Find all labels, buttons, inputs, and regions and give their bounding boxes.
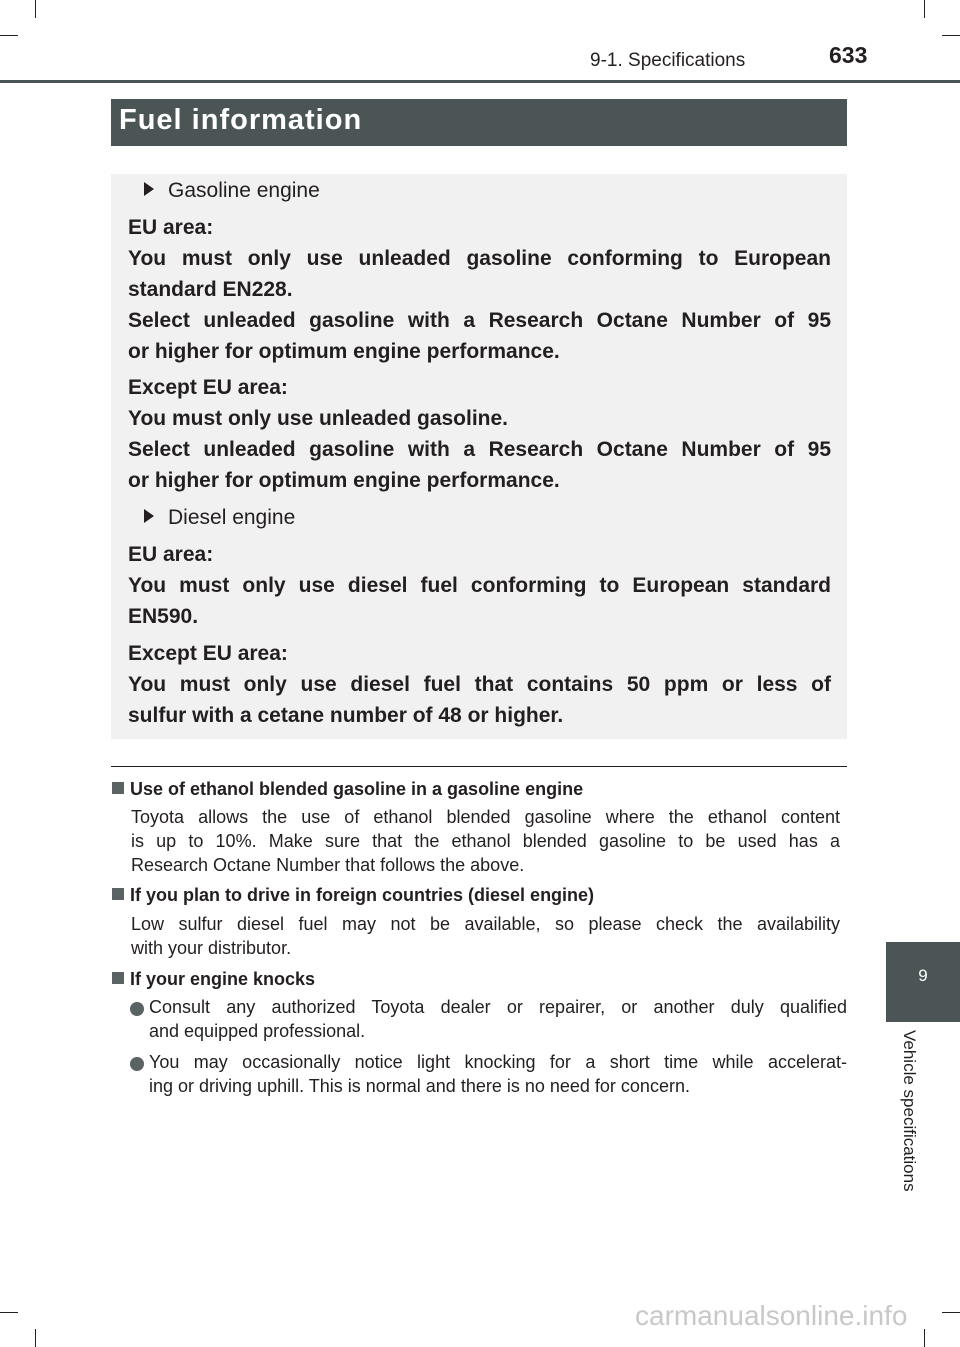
box-line: You must only use diesel fuel that contains 50 ppm or less of — [128, 673, 831, 696]
box-line: sulfur with a cetane number of 48 or higher. — [128, 704, 564, 727]
chapter-number: 9 — [918, 966, 928, 985]
crop-mark — [35, 0, 36, 18]
box-line: EN590. — [128, 605, 199, 628]
box-line: EU area: — [128, 216, 214, 239]
crop-mark — [35, 1329, 36, 1347]
bullet-dot-icon — [130, 1057, 144, 1071]
bullet-line: and equipped professional. — [149, 1021, 366, 1041]
box-line: Except EU area: — [128, 642, 288, 665]
arrow-right-icon — [144, 182, 154, 196]
note-line: with your distributor. — [131, 938, 292, 958]
box-line: You must only use unleaded gasoline. — [128, 407, 509, 430]
bullet-line: You may occasionally notice light knocking for a short time while accelerat- — [149, 1052, 847, 1072]
crop-mark — [924, 0, 925, 18]
arrow-right-icon — [144, 509, 154, 523]
gasoline-engine-heading: Gasoline engine — [144, 179, 320, 203]
square-bullet-icon — [112, 888, 124, 900]
crop-mark — [924, 1329, 925, 1347]
note-line: Research Octane Number that follows the above. — [131, 855, 525, 875]
bullet-line: ing or driving uphill. This is normal and there is no need for concern. — [149, 1076, 690, 1096]
chapter-tab[interactable] — [886, 942, 960, 1022]
box-line: or higher for optimum engine performance. — [128, 340, 560, 363]
square-bullet-icon — [112, 782, 124, 794]
bullet-dot-icon — [130, 1002, 144, 1016]
square-bullet-icon — [112, 972, 124, 984]
box-line: Except EU area: — [128, 376, 288, 399]
box-line: EU area: — [128, 543, 214, 566]
section-title: 9-1. Specifications — [590, 50, 746, 71]
box-line: You must only use diesel fuel conforming to European standard — [128, 574, 831, 597]
note-heading: Use of ethanol blended gasoline in a gasoline engine — [112, 779, 583, 800]
header-divider — [0, 80, 960, 83]
chapter-label: Vehicle specifications — [900, 1030, 919, 1192]
page-number: 633 — [829, 42, 868, 68]
crop-mark — [0, 35, 18, 36]
crop-mark — [942, 1312, 960, 1313]
title-bar — [111, 99, 847, 146]
box-line: or higher for optimum engine performance. — [128, 469, 560, 492]
box-line: Select unleaded gasoline with a Research Octane Number of 95 — [128, 438, 831, 461]
crop-mark — [0, 1312, 18, 1313]
note-heading: If you plan to drive in foreign countries (diesel engine) — [112, 885, 594, 906]
diesel-engine-heading: Diesel engine — [144, 506, 295, 530]
bullet-line: Consult any authorized Toyota dealer or repairer, or another duly qualified — [149, 997, 847, 1017]
divider — [111, 766, 847, 767]
note-line: Toyota allows the use of ethanol blended gasoline where the ethanol content — [131, 807, 840, 827]
note-heading: If your engine knocks — [112, 969, 315, 990]
note-line: Low sulfur diesel fuel may not be available, so please check the availability — [131, 914, 840, 934]
crop-mark — [942, 35, 960, 36]
box-line: You must only use unleaded gasoline conforming to European — [128, 247, 831, 270]
box-line: standard EN228. — [128, 278, 293, 301]
page-title: Fuel information — [119, 104, 363, 136]
watermark: carmanualsonline.info — [635, 1300, 908, 1331]
box-line: Select unleaded gasoline with a Research Octane Number of 95 — [128, 309, 831, 332]
note-line: is up to 10%. Make sure that the ethanol blended gasoline to be used has a — [131, 831, 840, 851]
